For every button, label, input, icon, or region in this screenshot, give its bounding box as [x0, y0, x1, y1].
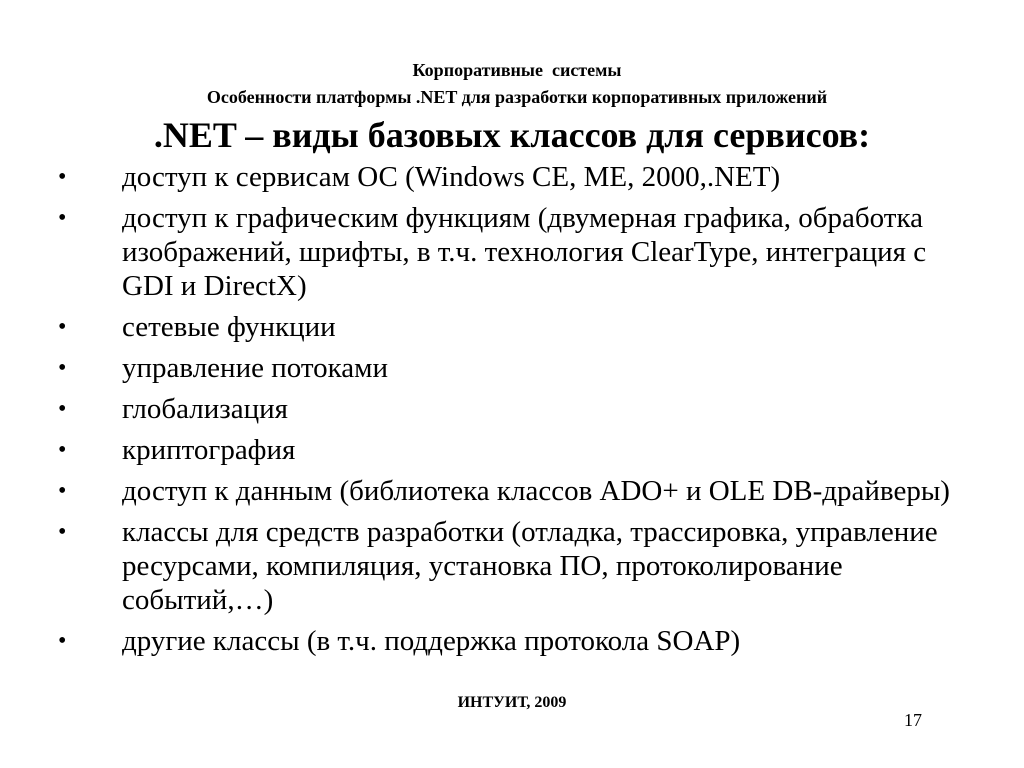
bullet-text: доступ к данным (библиотека классов ADO+ и OLE DB-драйверы)	[122, 475, 950, 507]
bullet-text: криптография	[122, 434, 296, 466]
bullet-icon: •	[58, 205, 67, 231]
bullet-text: доступ к графическим функциям (двумерная графика, обработка изображений, шрифты, в т.ч. технология ClearType, интеграция с GDI и DirectX)	[122, 202, 927, 302]
bullet-icon: •	[58, 314, 67, 340]
bullet-item-graphics	[0, 201, 1024, 303]
bullet-icon: •	[58, 519, 67, 545]
bullet-icon: •	[58, 478, 67, 504]
bullet-icon: •	[58, 164, 67, 190]
bullet-text: доступ к сервисам ОС (Windows CE, ME, 2000,.NET)	[122, 161, 781, 193]
bullet-text: глобализация	[122, 393, 288, 425]
bullet-icon: •	[58, 396, 67, 422]
bullet-item-globalization	[0, 392, 1024, 426]
bullet-text: сетевые функции	[122, 311, 336, 343]
course-title: Корпоративные системы	[412, 60, 622, 80]
bullet-item-dev-tools	[0, 515, 1024, 617]
footer-text: ИНТУИТ, 2009	[457, 694, 567, 711]
bullet-item-os-services	[0, 160, 1024, 194]
bullet-item-cryptography	[0, 433, 1024, 467]
bullet-item-data-access	[0, 474, 1024, 508]
bullet-item-threads	[0, 351, 1024, 385]
bullet-item-other	[0, 624, 1024, 658]
bullet-icon: •	[58, 437, 67, 463]
slide-title: .NET – виды базовых классов для сервисов:	[153, 115, 871, 155]
bullet-text: классы для средств разработки (отладка, трассировка, управление ресурсами, компиляция, установка ПО, протоколирование событий,…)	[122, 516, 938, 616]
page-number: 17	[904, 710, 922, 730]
bullet-text: управление потоками	[122, 352, 389, 384]
bullet-item-network	[0, 310, 1024, 344]
bullet-list	[0, 160, 1024, 665]
bullet-text: другие классы (в т.ч. поддержка протокола SOAP)	[122, 625, 741, 657]
slide-subtitle: Особенности платформы .NET для разработки корпоративных приложений	[206, 87, 828, 107]
bullet-icon: •	[58, 628, 67, 654]
bullet-icon: •	[58, 355, 67, 381]
